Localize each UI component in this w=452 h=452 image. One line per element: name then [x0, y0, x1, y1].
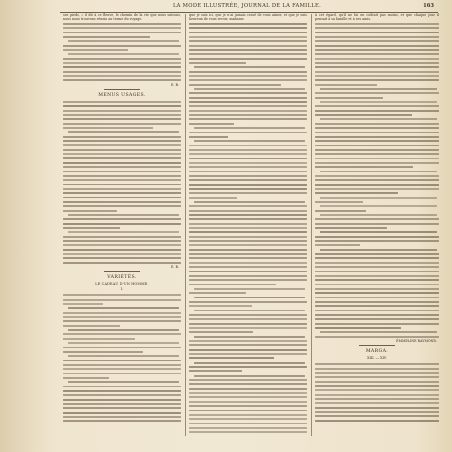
chapter-number: XIII. — XIV. — [367, 356, 387, 361]
column-rule — [185, 14, 186, 436]
page-number: 163 — [423, 3, 434, 9]
section-subtitle: LE CADEAU D'UN HOMME. — [95, 282, 149, 287]
signature: ÉMMELINE RAYMOND. — [396, 338, 437, 343]
text-line — [315, 419, 439, 423]
text-line — [189, 430, 307, 434]
chapter-number: I. — [120, 287, 124, 292]
column-text: à cet égard, qu'il ne lui en coûtait pas moins, et que chaque jour il pensait à sa famille et à ses amis. — [315, 13, 439, 22]
binding-shadow — [0, 0, 56, 452]
text-block — [63, 100, 181, 265]
text-block — [63, 22, 181, 83]
text-block — [189, 22, 307, 435]
divider — [359, 345, 395, 346]
text-line — [63, 419, 181, 423]
section-title: VARIÉTÉS. — [107, 275, 137, 281]
column-3 — [315, 13, 439, 438]
signature: E. B. — [171, 82, 179, 87]
column-1 — [63, 13, 181, 438]
journal-title: LA MODE ILLUSTRÉE, JOURNAL DE LA FAMILLE. — [172, 3, 322, 9]
column-2 — [189, 13, 307, 438]
column-rule — [311, 14, 312, 436]
section-title: MENUS USAGES. — [98, 92, 146, 98]
text-block — [315, 362, 439, 423]
text-line — [63, 78, 181, 82]
divider — [104, 271, 140, 272]
section-title: MARGA. — [365, 349, 389, 355]
text-line — [63, 261, 181, 265]
text-block — [63, 293, 181, 423]
signature: E. B. — [171, 264, 179, 269]
text-block — [315, 22, 439, 339]
running-head — [60, 3, 438, 13]
column-text: que je suis ici, que je n'ai jamais cessé de vous aimer, et que je suis heureux de vous revoir, madame. — [189, 13, 307, 22]
divider — [104, 89, 140, 90]
column-text: ses pieds, » il dit à ce fleuve, le chemin de la vie que nous suivons, nous nous trouvons réunis au terme du voyage. — [63, 13, 181, 22]
